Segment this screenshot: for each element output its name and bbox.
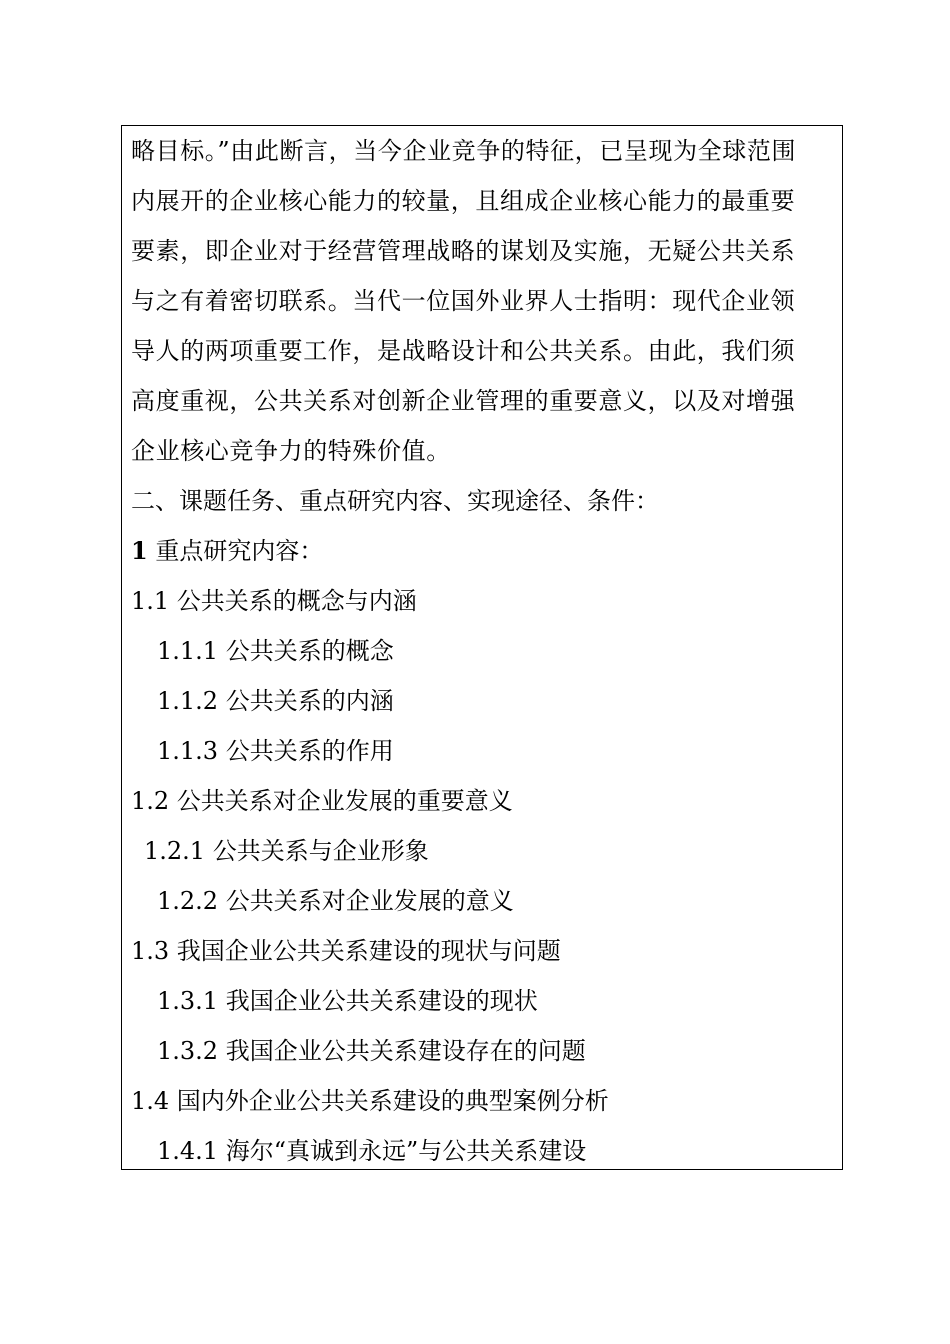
outline-item-1-1: 1.1 公共关系的概念与内涵 [131, 587, 417, 615]
content-heading-number: 1 [131, 536, 148, 565]
outline-item-1-2-2: 1.2.2 公共关系对企业发展的意义 [157, 887, 514, 915]
outline-item-1-4: 1.4 国内外企业公共关系建设的典型案例分析 [131, 1087, 609, 1115]
content-heading [131, 526, 323, 576]
content-heading-text: 重点研究内容： [147, 537, 324, 565]
outline-item-1-1-3: 1.1.3 公共关系的作用 [157, 737, 394, 765]
outline-item-1-2: 1.2 公共关系对企业发展的重要意义 [131, 787, 513, 815]
paragraph-line-7: 企业核心竞争力的特殊价值。 [131, 437, 451, 465]
table-cell [121, 125, 843, 1170]
paragraph-line-4: 与之有着密切联系。当代一位国外业界人士指明：现代企业领 [131, 287, 796, 315]
paragraph-line-2: 内展开的企业核心能力的较量，且组成企业核心能力的最重要 [131, 187, 796, 215]
outline-item-1-1-1: 1.1.1 公共关系的概念 [157, 637, 394, 665]
paragraph-line-3: 要素，即企业对于经营管理战略的谋划及实施，无疑公共关系 [131, 237, 796, 265]
outline-item-1-3-2: 1.3.2 我国企业公共关系建设存在的问题 [157, 1037, 586, 1065]
outline-item-1-3: 1.3 我国企业公共关系建设的现状与问题 [131, 937, 561, 965]
section-heading: 二、课题任务、重点研究内容、实现途径、条件： [131, 487, 659, 515]
outline-item-1-2-1: 1.2.1 公共关系与企业形象 [144, 837, 429, 865]
outline-item-1-4-1: 1.4.1 海尔“真诚到永远”与公共关系建设 [157, 1137, 587, 1165]
paragraph-line-6: 高度重视，公共关系对创新企业管理的重要意义，以及对增强 [131, 387, 796, 415]
paragraph-line-5: 导人的两项重要工作，是战略设计和公共关系。由此，我们须 [131, 337, 796, 365]
paragraph-line-1: 略目标。”由此断言，当今企业竞争的特征，已呈现为全球范围 [131, 137, 797, 165]
outline-item-1-1-2: 1.1.2 公共关系的内涵 [157, 687, 394, 715]
outline-item-1-3-1: 1.3.1 我国企业公共关系建设的现状 [157, 987, 538, 1015]
